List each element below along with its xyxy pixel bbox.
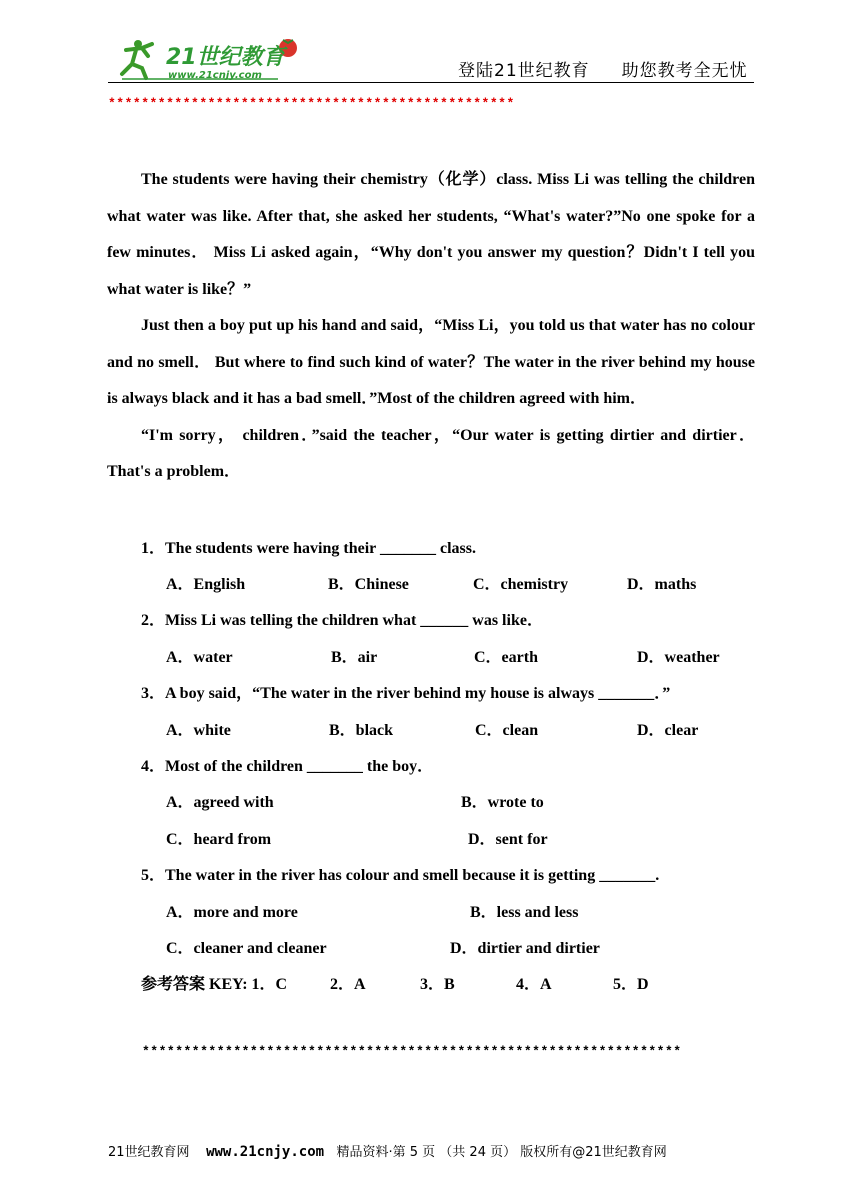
q4-option-c: C．heard from [166, 831, 272, 848]
svg-text:www.21cnjy.com: www.21cnjy.com [168, 70, 262, 81]
passage-paragraph-3: “I'm sorry， children．”said the teacher，“Our water is getting dirtier and dirtier．That's a problem． [107, 426, 755, 480]
q1-option-b: B．Chinese [328, 576, 409, 593]
answer-2: 2．A [330, 976, 366, 993]
question-2: 2．Miss Li was telling the children what ______ was like． [141, 612, 543, 629]
svg-text:21世纪教育: 21世纪教育 [166, 45, 285, 70]
q2-option-a: A．water [166, 649, 233, 666]
site-logo [108, 34, 308, 84]
header-divider [108, 82, 754, 83]
answer-3: 3．B [420, 976, 455, 993]
q2-option-c: C．earth [474, 649, 538, 666]
footer-site: 21世纪教育网 [108, 1145, 190, 1160]
q3-option-c: C．clean [475, 722, 539, 739]
answer-5: 5．D [613, 976, 649, 993]
separator-bottom: ***************************************************************** [142, 1044, 682, 1059]
footer-url[interactable]: www.21cnjy.com [206, 1144, 325, 1160]
page-footer [108, 1141, 667, 1160]
passage-paragraph-2: Just then a boy put up his hand and said，“Miss Li，you told us that water has no colour and no smell． But where to find such kind of water？The water in the river behind my house is always black and it has a bad smell．”Most of the children agreed with him． [107, 317, 755, 407]
footer-page-info: 精品资料·第 5 页 （共 24 页） 版权所有@21世纪教育网 [336, 1145, 667, 1160]
tagline-left: 登陆21世纪教育 [458, 61, 590, 81]
q4-option-a: A．agreed with [166, 794, 274, 811]
question-5: 5．The water in the river has colour and smell because it is getting _______. [141, 867, 660, 884]
logo-graphic [108, 34, 308, 84]
q4-option-d: D．sent for [468, 831, 548, 848]
q5-option-b: B．less and less [470, 904, 579, 921]
q1-option-c: C．chemistry [473, 576, 569, 593]
passage-paragraph-1: The students were having their chemistry（化学）class. Miss Li was telling the children what water was like. After that, she asked her students, “What's water?”No one spoke for a few minutes． Miss Li asked again，“Why don't you answer my question？Didn't I tell you what water is like？” [107, 171, 755, 298]
q1-option-d: D．maths [627, 576, 697, 593]
answer-4: 4．A [516, 976, 552, 993]
separator-top: ************************************************* [108, 96, 515, 111]
passage [107, 162, 755, 491]
q3-option-d: D．clear [637, 722, 699, 739]
question-4: 4．Most of the children _______ the boy． [141, 758, 434, 775]
answer-key-label: 参考答案 KEY: 1．C [141, 976, 288, 993]
q5-option-a: A．more and more [166, 904, 298, 921]
question-3: 3．A boy said，“The water in the river behind my house is always _______．” [141, 685, 671, 702]
header-tagline [458, 56, 748, 81]
q2-option-d: D．weather [637, 649, 720, 666]
q4-option-b: B．wrote to [461, 794, 544, 811]
q3-option-a: A．white [166, 722, 231, 739]
q1-option-a: A．English [166, 576, 246, 593]
q5-option-d: D．dirtier and dirtier [450, 940, 600, 957]
q2-option-b: B．air [331, 649, 378, 666]
tagline-right: 助您教考全无忧 [621, 61, 748, 81]
q5-option-c: C．cleaner and cleaner [166, 940, 327, 957]
question-1: 1．The students were having their _______ class. [141, 540, 476, 557]
q3-option-b: B．black [329, 722, 394, 739]
